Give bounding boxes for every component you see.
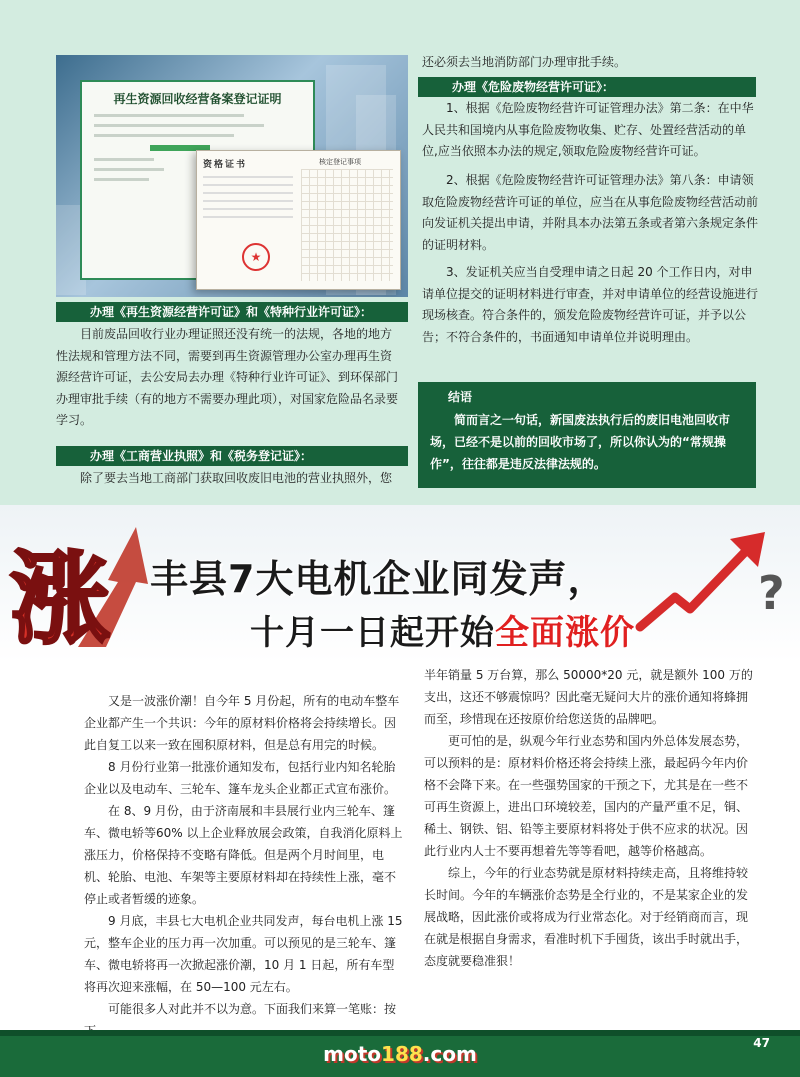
article-paragraph: 更可怕的是，纵观今年行业态势和国内外总体发展态势，可以预料的是：原材料价格还将会持续上涨，最起码今年内价格不会降下来。在一些强势国家的干预之下，尤其是在一些不可再生资源上，进出口环境较差，国内的产量严重不足，铜、稀土、钢铁、铝、铅等主要原材料将处于供不应求的状况。因此行业内人士不要再想着先等等看吧，越等价格越高。: [424, 734, 749, 858]
headline-line2-red: 全面涨价: [495, 613, 635, 653]
section-bar-recycling-license: 办理《再生资源经营许可证》和《特种行业许可证》：: [56, 302, 408, 322]
section-bar-business-license: 办理《工商营业执照》和《税务登记证》：: [56, 446, 408, 466]
article-paragraph: 可能很多人对此并不以为意。下面我们来算一笔账：按: [108, 1002, 397, 1016]
rising-arrow-icon: [630, 527, 795, 637]
site-watermark: moto188.com: [323, 1042, 477, 1066]
zhang-graphic: [8, 522, 158, 652]
official-seal-icon: ★: [242, 243, 270, 271]
conclusion-box: [418, 382, 756, 488]
certificate-title: 再生资源回收经营备案登记证明: [113, 92, 282, 106]
list-item-review: 3、发证机关应当自受理申请之日起 20 个工作日内，对申请单位提交的证明材料进行审查，并对申请单位的经营设施进行现场核查。符合条件的，颁发危险废物经营许可证，并予以公告；不符合条件的，书面通知申请单位并说明理由。: [422, 265, 759, 344]
registration-items-title: 核定登记事项: [319, 158, 361, 166]
paragraph-fire-approval: 还必须去当地消防部门办理审批手续。: [422, 55, 627, 69]
question-mark-icon: ?: [758, 566, 785, 620]
page-number: 47: [753, 1036, 770, 1050]
headline-line1: 丰县7大电机企业同发声，: [150, 557, 607, 601]
article-paragraph: 9 月底，丰县七大电机企业共同发声，每台电机上涨 15 元，整车企业的压力再一次加重。可以预见的是三轮车、篷车、微电轿将再一次掀起涨价潮，10 月 1 日起，所有车型将再次迎来涨幅，在 50—100 元左右。: [84, 914, 403, 994]
paragraph-business-license: 除了要去当地工商部门获取回收废旧电池的营业执照外，您: [80, 471, 393, 485]
list-item-article-2: 1、根据《危险废物经营许可证管理办法》第二条：在中华人民共和国境内从事危险废物收集、贮存、处置经营活动的单位,应当依照本办法的规定,领取危险废物经营许可证。: [422, 101, 754, 158]
article-paragraph: 综上，今年的行业态势就是原材料持续走高，且将维持较长时间。今年的车辆涨价态势是全行业的，不是某家企业的发展战略，因此涨价或将成为行业常态化。对于经销商而言，现在就是根据自身需求，看准时机下手囤货，该出手时就出手，态度就要稳准狠！: [424, 866, 749, 968]
list-item-article-8: 2、根据《危险废物经营许可证管理办法》第八条：申请领取危险废物经营许可证的单位，应当在从事危险废物经营活动前向发证机关提出申请，并附具本办法第五条或者第六条规定条件的证明材料。: [422, 173, 759, 252]
article-paragraph: 又是一波涨价潮！自今年 5 月份起，所有的电动车整车企业都产生一个共识：今年的原材料价格将会持续增长。因此自复工以来一致在囤积原材料，但是总有用完的时候。: [84, 694, 400, 752]
article-right-column: [424, 664, 759, 972]
conclusion-title: 结语: [448, 390, 473, 404]
paragraph-licensing: 目前废品回收行业办理证照还没有统一的法规，各地的地方性法规和管理方法不同，需要到再生资源管理办公室办理再生资源经营许可证，去公安局去办理《特种行业许可证》、到环保部门办理审批手续（有的地方不需要办理此项），对国家危险品名录要学习。: [56, 327, 399, 427]
qualification-certificate: [196, 150, 401, 290]
article-left-column: [84, 690, 406, 1042]
headline-line2-prefix: 十月一日起开始: [250, 613, 495, 653]
article-paragraph: 8 月份行业第一批涨价通知发布，包括行业内知名轮胎企业以及电动车、三轮车、篷车龙头企业都正式宣布涨价。: [84, 760, 397, 796]
section-bar-hazardous-license: 办理《危险废物经营许可证》：: [418, 77, 756, 97]
page-footer: [0, 1030, 800, 1077]
article-paragraph: 在 8、9 月份，由于济南展和丰县展行业内三轮车、篷车、微电轿等60% 以上企业释放展会政策，自我消化原料上涨压力，价格保持不变略有降低。但是两个月时间里，电机、轮胎、电池、车架等主要原材料却在持续性上涨，毫不停止或者暂缓的迹象。: [84, 804, 403, 906]
article-paragraph: 半年销量 5 万台算，那么 50000*20 元，就是额外 100 万的支出，这还不够震惊吗？因此毫无疑问大片的涨价通知将蜂拥而至，珍惜现在还按原价给您送货的品牌吧。: [424, 668, 753, 726]
conclusion-text: 简而言之一句话，新国废法执行后的废旧电池回收市场，已经不是以前的回收市场了，所以你认为的“常规操作”，往往都是违反法律法规的。: [430, 413, 731, 471]
certificate-photo: [56, 55, 408, 297]
headline-line2: [250, 605, 635, 654]
qualification-title: 资格证书: [203, 160, 248, 170]
top-section: [0, 0, 800, 505]
zhang-char: 涨: [10, 541, 110, 652]
